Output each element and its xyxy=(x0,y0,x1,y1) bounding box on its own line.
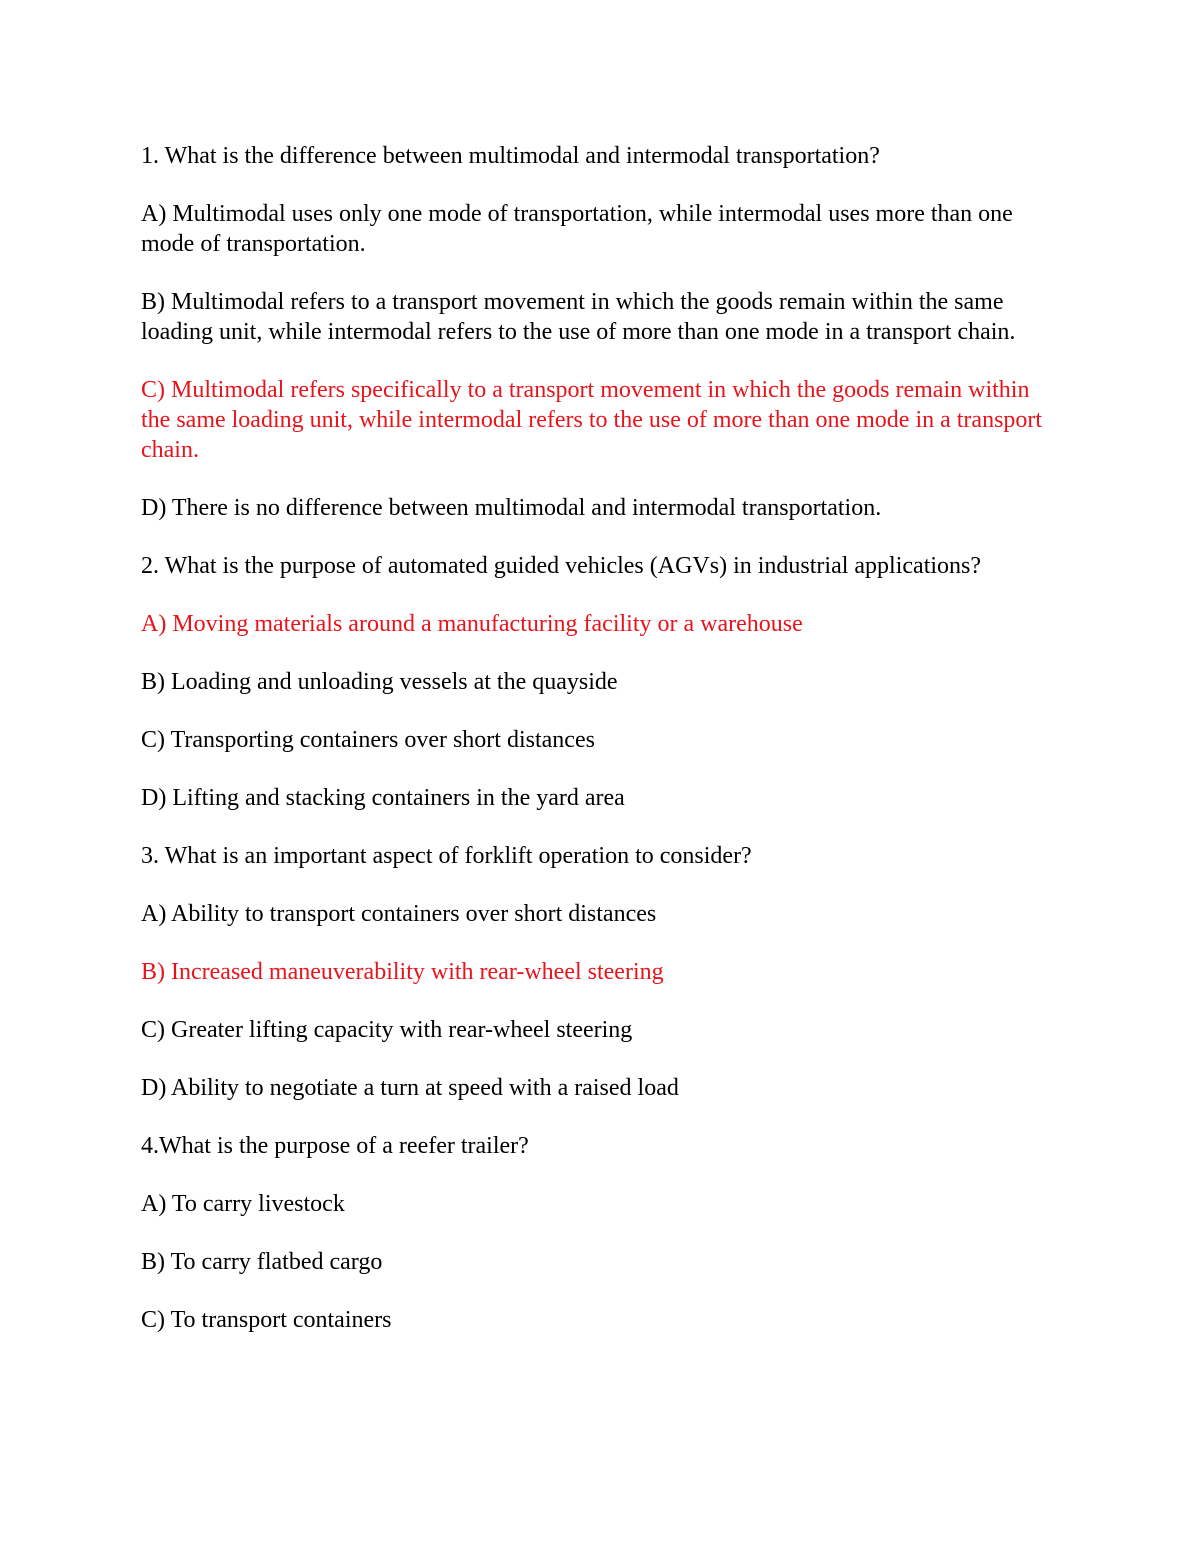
question-2-option-b: B) Loading and unloading vessels at the quayside xyxy=(141,669,618,695)
question-2-option-a-correct: A) Moving materials around a manufacturing facility or a warehouse xyxy=(141,611,803,637)
question-1-option-b: B) Multimodal refers to a transport movement in which the goods remain within the same loading unit, while intermodal refers to the use of more than one mode in a transport chain. xyxy=(141,289,1016,345)
question-2-text: 2. What is the purpose of automated guided vehicles (AGVs) in industrial applications? xyxy=(141,553,982,579)
question-4-text: 4.What is the purpose of a reefer trailer? xyxy=(141,1133,529,1159)
question-3-text: 3. What is an important aspect of forklift operation to consider? xyxy=(141,843,752,869)
question-4-option-c: C) To transport containers xyxy=(141,1307,392,1333)
question-3-option-b-correct: B) Increased maneuverability with rear-wheel steering xyxy=(141,959,664,985)
question-1-option-d: D) There is no difference between multimodal and intermodal transportation. xyxy=(141,495,882,521)
question-2-option-c: C) Transporting containers over short distances xyxy=(141,727,595,753)
question-1-text: 1. What is the difference between multimodal and intermodal transportation? xyxy=(141,143,880,169)
question-3-option-c: C) Greater lifting capacity with rear-wheel steering xyxy=(141,1017,633,1043)
question-2-option-d: D) Lifting and stacking containers in the yard area xyxy=(141,785,625,811)
question-1-option-a: A) Multimodal uses only one mode of transportation, while intermodal uses more than one mode of transportation. xyxy=(141,201,1013,257)
question-3-option-d: D) Ability to negotiate a turn at speed with a raised load xyxy=(141,1075,679,1101)
question-1-option-c-correct: C) Multimodal refers specifically to a transport movement in which the goods remain within the same loading unit, while intermodal refers to the use of more than one mode in a transport chain. xyxy=(141,377,1043,463)
question-3-option-a: A) Ability to transport containers over short distances xyxy=(141,901,657,927)
question-4-option-b: B) To carry flatbed cargo xyxy=(141,1249,383,1275)
document-body xyxy=(141,141,1061,1363)
question-4-option-a: A) To carry livestock xyxy=(141,1191,345,1217)
